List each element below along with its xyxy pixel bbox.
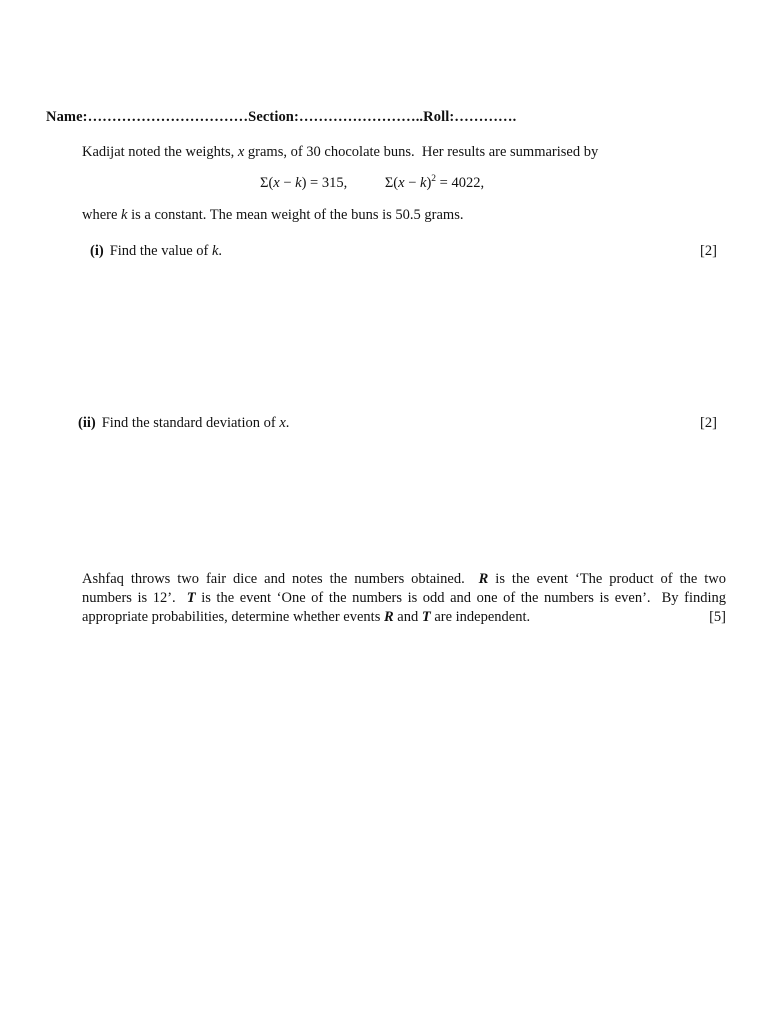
part-i-marks: [2] — [700, 243, 717, 259]
part-ii-text: Find the standard deviation of x. — [101, 415, 290, 431]
question-2-marks: [5] — [709, 609, 726, 625]
question-2-line-2: numbers is 12’. T is the event ‘One of the numbers is odd and one of the numbers is even’. By finding — [82, 590, 726, 606]
question-2 — [82, 570, 726, 627]
formula-sum-deviation: Σ(x − k) = 315, — [260, 175, 348, 191]
question-1-part-i — [90, 243, 222, 260]
part-ii-marks: [2] — [700, 415, 717, 431]
question-2-line-1: Ashfaq throws two fair dice and notes the numbers obtained. R is the event ‘The product of the two — [82, 571, 727, 587]
part-i-text: Find the value of k. — [109, 243, 223, 259]
part-ii-label: (ii) — [78, 415, 96, 431]
question-1-constant-statement: where k is a constant. The mean weight of the buns is 50.5 grams. — [82, 207, 464, 223]
question-2-line-3: appropriate probabilities, determine whether events R and T are independent. [5] — [82, 609, 726, 625]
question-1-intro: Kadijat noted the weights, x grams, of 30 chocolate buns. Her results are summarised by — [82, 144, 599, 160]
summary-formulas — [260, 175, 484, 192]
part-i-label: (i) — [90, 243, 104, 259]
question-1-part-ii — [78, 415, 289, 432]
student-info-line: Name:……………………………Section:……………………..Roll:…………. — [46, 109, 517, 125]
formula-sum-squared-deviation: $\Sigma(x - k)^2 = 4022$, — [384, 174, 485, 191]
